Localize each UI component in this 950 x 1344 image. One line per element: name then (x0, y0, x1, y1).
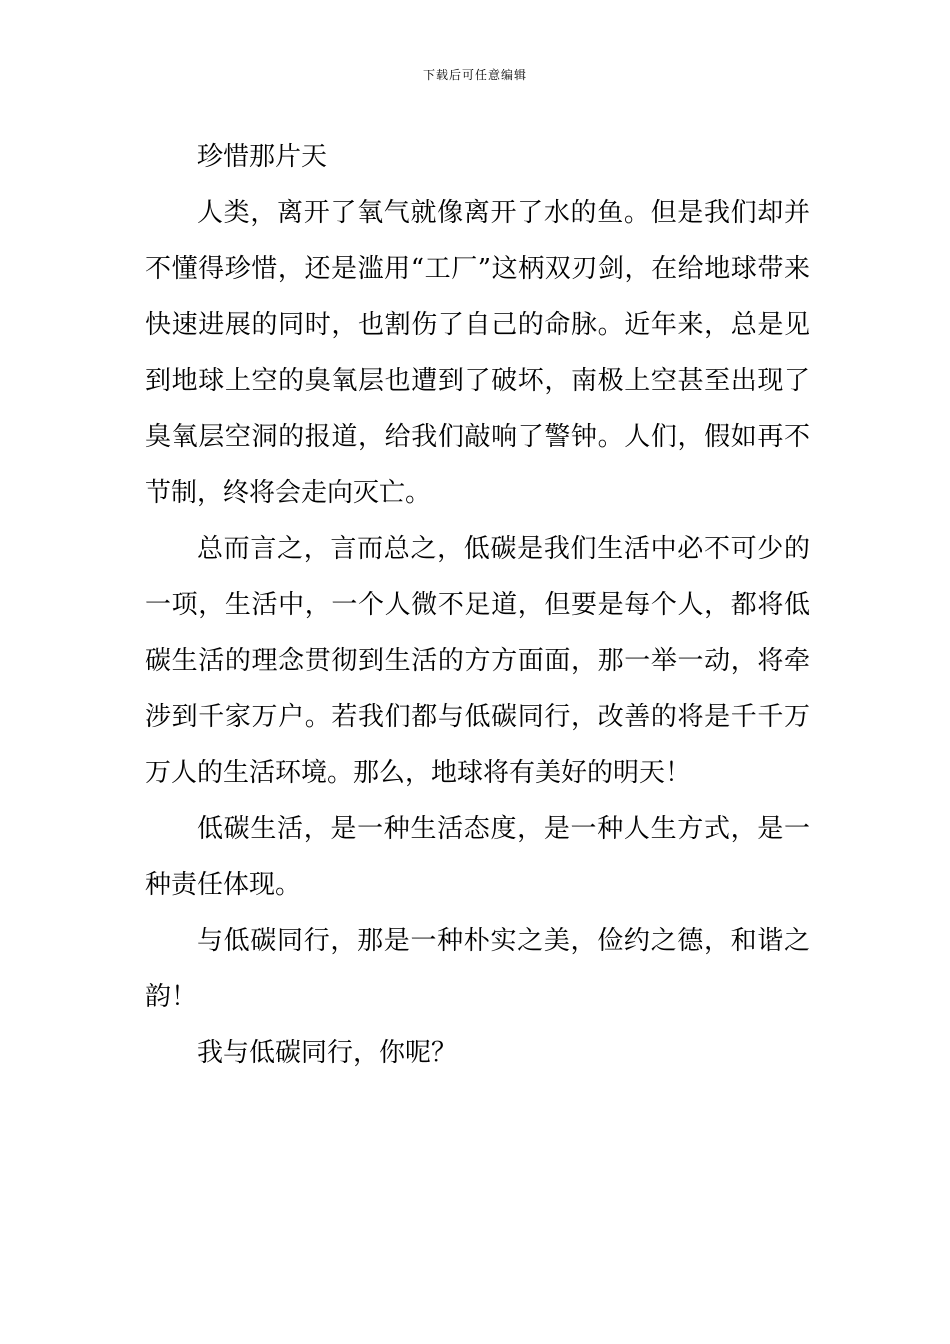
paragraph-5: 我与低碳同行，你呢？ (197, 1038, 458, 1068)
paragraph-2: 总而言之，言而总之，低碳是我们生活中必不可少的一项，生活中，一个人微不足道，但要是每个人，都将低碳生活的理念贯彻到生活的方方面面，那一举一动，将牵涉到千家万户。若我们都与低碳同行，改善的将是千千万万人的生活环境。那么，地球将有美好的明天！ (145, 534, 810, 788)
header-note: 下载后可任意编辑 (422, 68, 527, 82)
article-title: 珍惜那片天 (197, 142, 328, 172)
article-body (145, 129, 810, 1081)
paragraph-4: 与低碳同行，那是一种朴实之美，俭约之德，和谐之韵！ (145, 926, 810, 1012)
paragraph-3: 低碳生活，是一种生活态度，是一种人生方式，是一种责任体现。 (145, 814, 810, 900)
paragraph-1: 人类，离开了氧气就像离开了水的鱼。但是我们却并不懂得珍惜，还是滥用“工厂”这柄双刃剑，在给地球带来快速进展的同时，也割伤了自己的命脉。近年来，总是见到地球上空的臭氧层也遭到了破坏，南极上空甚至出现了臭氧层空洞的报道，给我们敲响了警钟。人们，假如再不节制，终将会走向灭亡。 (145, 198, 810, 508)
